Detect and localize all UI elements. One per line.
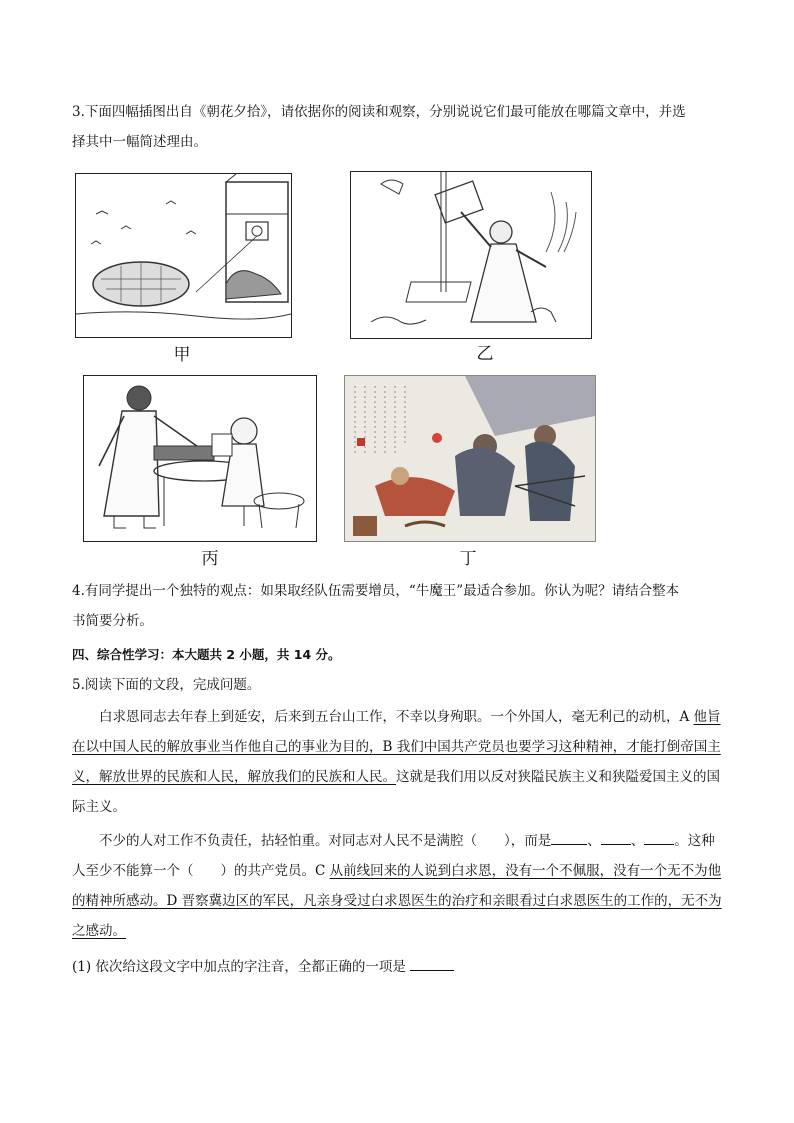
illustration-yi-drawing (351, 172, 591, 338)
illustration-ding-drawing (345, 376, 595, 541)
answer-blank-1[interactable] (551, 830, 587, 845)
question-3-line-2: 择其中一幅简述理由。 (72, 134, 207, 150)
illustration-jia-drawing (76, 174, 291, 337)
illustration-bing (83, 375, 317, 542)
separator-1: 、 (587, 833, 601, 849)
paragraph-2-underlined: 从前线回来的人说到白求恩，没有一个不佩服，没有一个无不为他的精神所感动。D 晋察冀边区的军民，凡亲身受过白求恩医生的治疗和亲眼看过白求恩医生的工作的，无不为之感动。 (72, 863, 722, 939)
question-3 (72, 97, 722, 157)
answer-blank-sub-1[interactable] (410, 956, 454, 971)
passage-paragraph-1 (72, 702, 722, 822)
paragraph-1-underlined: 他旨在以中国人民的解放事业当作他自己的事业为目的，B 我们中国共产党员也要学习这种精神，才能打倒帝国主义，解放世界的民族和人民，解放我们的民族和人民。 (72, 709, 721, 785)
paragraph-2-part-a: 不少的人对工作不负责任，拈轻怕重。对同志对人民不是满腔（ ），而是 (99, 833, 552, 849)
illustration-bing-drawing (84, 376, 316, 541)
caption-yi: 乙 (476, 344, 494, 364)
passage-paragraph-2 (72, 826, 722, 946)
caption-ding: 丁 (459, 549, 477, 569)
paragraph-1-part-c: 这就是我们用以反对狭隘民族主义和狭隘爱国主义的国际主义。 (72, 769, 720, 815)
question-4-line-2: 书简要分析。 (72, 613, 153, 629)
sub-question-1 (72, 952, 722, 982)
sub-question-1-text: (1) 依次给这段文字中加点的字注音，全都正确的一项是 (72, 959, 411, 975)
paragraph-1-part-a: 白求恩同志去年春上到延安，后来到五台山工作，不幸以身殉职。一个外国人，毫无利己的动机，A (99, 709, 694, 725)
separator-2: 、 (630, 833, 645, 849)
illustration-yi (350, 171, 592, 339)
paragraph-2-end: 。这种人至少不能算一个（ ）的共产党员。C (72, 833, 715, 879)
illustration-ding (344, 375, 596, 542)
question-4-line-1: 4.有同学提出一个独特的观点：如果取经队伍需要增员，“牛魔王”最适合参加。你认为呢？请结合整本 (72, 583, 680, 599)
section-4-heading: 四、综合性学习：本大题共 2 小题，共 14 分。 (72, 647, 341, 662)
answer-blank-3[interactable] (644, 830, 674, 845)
question-5-intro: 5.阅读下面的文段，完成问题。 (72, 677, 261, 693)
question-4 (72, 576, 722, 636)
question-3-line-1: 3.下面四幅插图出自《朝花夕拾》，请依据你的阅读和观察，分别说说它们最可能放在哪篇文章中，并选 (72, 104, 686, 120)
caption-jia: 甲 (173, 345, 191, 365)
caption-bing: 丙 (201, 549, 219, 569)
answer-blank-2[interactable] (601, 830, 631, 845)
illustration-jia (75, 173, 292, 338)
